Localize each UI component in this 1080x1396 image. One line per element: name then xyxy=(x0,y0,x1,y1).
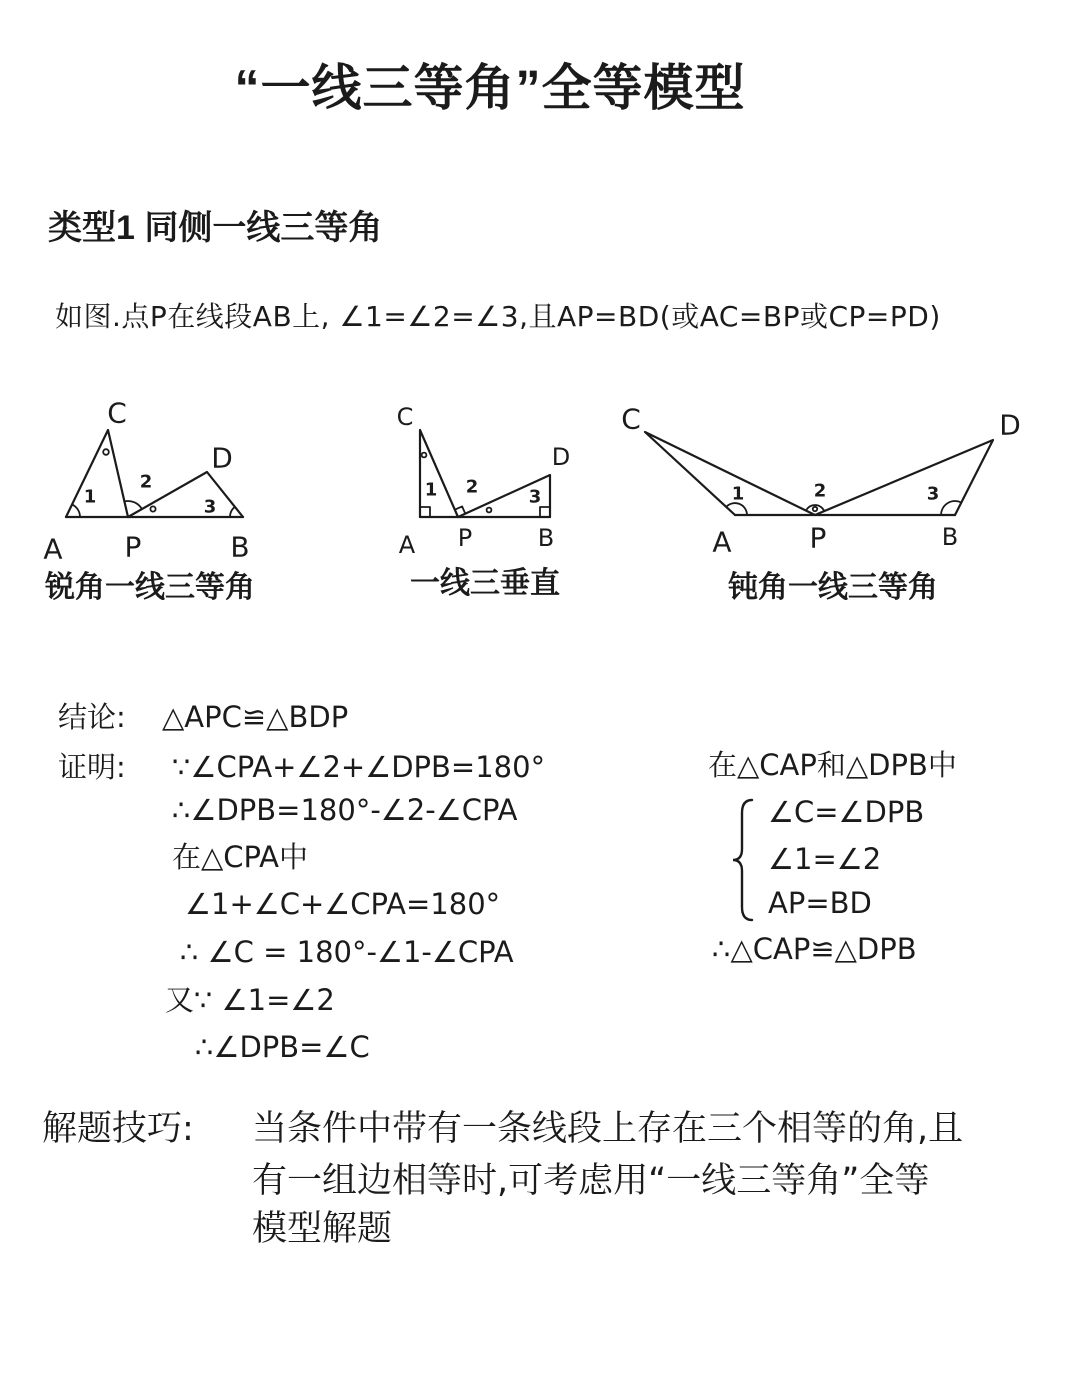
conclusion-text: △APC≌△BDP xyxy=(162,700,349,734)
point-label-a: A xyxy=(712,525,732,559)
angle-label-1: 1 xyxy=(83,486,97,508)
left-brace-stroke xyxy=(733,800,752,920)
angle-mark-dot-c xyxy=(103,449,109,455)
proof-step: 在△CPA中 xyxy=(172,840,309,874)
figure-obtuse xyxy=(621,403,1021,559)
angle-mark-dot-p xyxy=(813,507,817,511)
tips-label: 解题技巧: xyxy=(42,1109,194,1149)
figure-caption-acute: 锐角一线三等角 xyxy=(45,570,255,605)
angle-label-2: 2 xyxy=(465,476,479,498)
right-angle-mark-b xyxy=(540,507,550,517)
triangle-acp-sides xyxy=(66,430,128,517)
proof-step: ∴∠DPB=180°-∠2-∠CPA xyxy=(172,793,518,827)
figure-acute xyxy=(43,397,249,566)
angle-mark-dot-p xyxy=(150,506,155,511)
angle-label-2: 2 xyxy=(813,480,827,502)
problem-statement: 如图.点P在线段AB上, ∠1=∠2=∠3,且AP=BD(或AC=BP或CP=PD) xyxy=(55,300,941,333)
angle-mark-dot-p xyxy=(487,508,492,513)
angle-label-3: 3 xyxy=(926,483,940,505)
point-label-b: B xyxy=(537,524,555,552)
triangle-acp-sides xyxy=(645,432,815,515)
angle-label-3: 3 xyxy=(203,496,217,518)
tips-line: 有一组边相等时,可考虑用“一线三等角”全等 xyxy=(252,1161,930,1201)
point-label-c: C xyxy=(621,402,641,436)
point-label-d: D xyxy=(211,441,233,475)
proof-step: ∴ ∠C = 180°-∠1-∠CPA xyxy=(180,935,514,969)
figures-diagram xyxy=(0,390,1080,565)
congruence-condition: ∠1=∠2 xyxy=(768,842,882,876)
section-heading: 类型1 同侧一线三等角 xyxy=(48,209,383,247)
page-title: “一线三等角”全等模型 xyxy=(234,60,746,116)
proof-step: 又∵ ∠1=∠2 xyxy=(165,983,335,1017)
angle-arc-3 xyxy=(230,507,235,517)
point-label-p: P xyxy=(457,524,473,552)
left-brace-icon xyxy=(730,797,756,923)
point-label-d: D xyxy=(551,443,571,471)
congruence-condition: ∠C=∠DPB xyxy=(768,795,925,829)
point-label-b: B xyxy=(941,523,959,551)
point-label-p: P xyxy=(124,530,142,564)
tips-line: 当条件中带有一条线段上存在三个相等的角,且 xyxy=(252,1109,964,1149)
point-label-c: C xyxy=(107,396,127,430)
point-label-d: D xyxy=(999,408,1021,442)
congruence-result: ∴△CAP≌△DPB xyxy=(712,932,917,966)
triangle-pdb-sides xyxy=(815,440,993,515)
point-label-a: A xyxy=(398,531,416,559)
congruence-condition: AP=BD xyxy=(768,886,872,920)
point-label-p: P xyxy=(809,521,827,555)
angle-label-1: 1 xyxy=(731,483,745,505)
angle-arc-1 xyxy=(72,504,80,517)
proof-step: ∴∠DPB=∠C xyxy=(195,1030,370,1064)
proof-step: ∵∠CPA+∠2+∠DPB=180° xyxy=(172,750,546,784)
angle-mark-dot-c xyxy=(422,453,427,458)
conclusion-label: 结论: xyxy=(58,700,126,734)
angle-label-2: 2 xyxy=(139,471,153,493)
triangle-acp-sides xyxy=(420,430,458,517)
figure-caption-right: 一线三垂直 xyxy=(410,566,560,601)
congruence-intro: 在△CAP和△DPB中 xyxy=(708,748,957,782)
proof-label: 证明: xyxy=(58,750,126,784)
point-label-c: C xyxy=(396,403,414,431)
point-label-b: B xyxy=(230,530,250,564)
right-angle-mark-a xyxy=(420,507,430,517)
angle-label-1: 1 xyxy=(424,479,438,501)
angle-label-3: 3 xyxy=(528,486,542,508)
proof-step: ∠1+∠C+∠CPA=180° xyxy=(185,887,501,921)
point-label-a: A xyxy=(43,532,63,565)
tips-line: 模型解题 xyxy=(252,1209,393,1249)
figure-caption-obtuse: 钝角一线三等角 xyxy=(728,570,938,605)
figure-right xyxy=(397,403,571,559)
